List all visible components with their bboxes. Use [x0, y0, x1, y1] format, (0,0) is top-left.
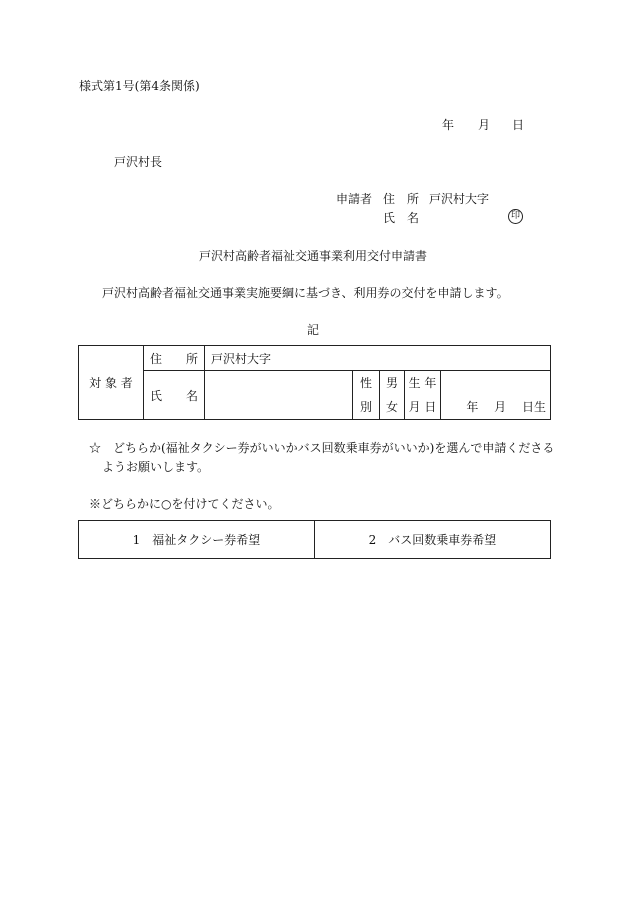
note-line-1: ☆ どちらか(福祉タクシー券がいいかバス回数乗車券がいいか)を選んで申請くださる: [89, 441, 555, 455]
subject-address-value: 戸沢村大字: [205, 346, 551, 371]
choice-table: [78, 520, 551, 559]
birth-date-value: [441, 371, 551, 420]
form-number: 様式第1号(第4条関係): [79, 79, 200, 93]
choice-taxi[interactable]: 1 福祉タクシー券希望: [79, 521, 315, 559]
date-year-label: 年: [442, 118, 455, 132]
date-day-label: 日: [512, 118, 525, 132]
birth-label-line1: 生 年: [408, 376, 437, 390]
sex-label-line1: 性: [359, 376, 372, 390]
sex-options: [380, 371, 405, 420]
instruction: ※どちらかに○を付けてください。: [89, 497, 280, 511]
seal-mark: 印: [508, 209, 523, 224]
document-title: 戸沢村高齢者福祉交通事業利用交付申請書: [199, 249, 428, 263]
choice-bus[interactable]: 2 バス回数乗車券希望: [315, 521, 551, 559]
birth-date-suffix: 年 月 日生: [466, 400, 546, 414]
birth-label: [405, 371, 441, 420]
note-line-2: ようお願いします。: [102, 460, 210, 474]
applicant-address-label: 住 所: [383, 192, 420, 206]
subject-row-header: 対 象 者: [79, 346, 144, 420]
date-month-label: 月: [478, 118, 491, 132]
sex-option-male: 男: [385, 376, 398, 390]
subject-address-label: 住 所: [144, 346, 205, 371]
section-mark: 記: [307, 323, 320, 337]
birth-label-line2: 月 日: [408, 400, 437, 414]
subject-name-value: [205, 371, 353, 420]
sex-label: [353, 371, 380, 420]
sex-option-female: 女: [385, 400, 398, 414]
subject-name-label: 氏 名: [144, 371, 205, 420]
subject-table: [78, 345, 551, 420]
addressee: 戸沢村長: [114, 155, 163, 169]
sex-label-line2: 別: [359, 400, 372, 414]
applicant-name-label: 氏 名: [383, 211, 420, 225]
applicant-address-value: 戸沢村大字: [429, 192, 490, 206]
body-text: 戸沢村高齢者福祉交通事業実施要綱に基づき、利用券の交付を申請します。: [102, 286, 509, 300]
applicant-label: 申請者: [336, 192, 373, 206]
